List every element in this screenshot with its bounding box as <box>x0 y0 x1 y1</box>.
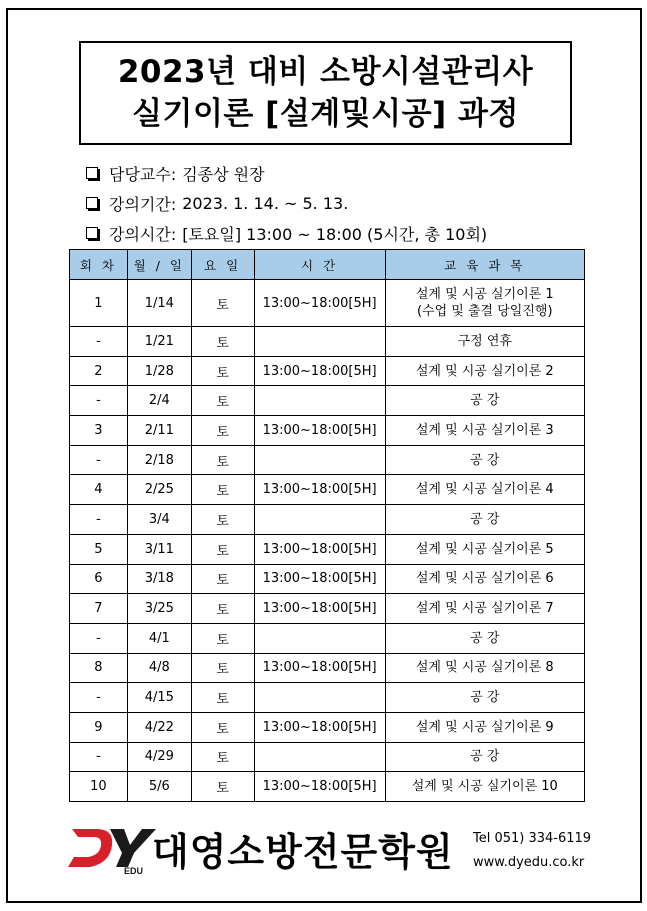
table-row <box>70 683 585 713</box>
cell-time: 13:00~18:00[5H] <box>254 475 385 505</box>
subject-text: 설계 및 시공 실기이론 6 <box>415 571 554 587</box>
cell-time: 13:00~18:00[5H] <box>254 772 385 802</box>
title-box <box>79 41 572 145</box>
title-line-2: 실기이론 [설계및시공] 과정 <box>132 96 519 132</box>
cell-subject <box>385 386 584 416</box>
cell-weekday: 토 <box>191 416 254 446</box>
cell-weekday: 토 <box>191 505 254 535</box>
checkbox-icon <box>86 227 98 239</box>
info-value: 2023. 1. 14. ~ 5. 13. <box>182 193 349 213</box>
info-period <box>86 188 487 218</box>
cell-subject <box>385 505 584 535</box>
table-row <box>70 742 585 772</box>
cell-subject <box>385 356 584 386</box>
cell-session: - <box>70 683 128 713</box>
table-row <box>70 327 585 357</box>
checkbox-icon <box>86 167 98 179</box>
cell-time <box>254 683 385 713</box>
cell-session: - <box>70 386 128 416</box>
cell-subject <box>385 712 584 742</box>
cell-date: 2/25 <box>127 475 191 505</box>
header-date: 월 / 일 <box>127 250 191 280</box>
cell-session: - <box>70 505 128 535</box>
cell-time <box>254 327 385 357</box>
contact-phone: Tel 051) 334-6119 <box>473 831 592 846</box>
cell-weekday: 토 <box>191 356 254 386</box>
cell-subject <box>385 445 584 475</box>
subject-text: 공 강 <box>470 690 500 706</box>
subject-text: 공 강 <box>470 630 500 646</box>
cell-weekday: 토 <box>191 475 254 505</box>
info-value: 김종상 원장 <box>182 164 265 184</box>
cell-session: - <box>70 742 128 772</box>
cell-weekday: 토 <box>191 327 254 357</box>
info-label: 강의기간: <box>109 194 177 214</box>
cell-weekday: 토 <box>191 386 254 416</box>
cell-session: - <box>70 445 128 475</box>
dy-logo <box>66 823 156 875</box>
cell-subject <box>385 564 584 594</box>
subject-note: (수업 및 출결 당일진행) <box>416 304 553 319</box>
subject-text: 공 강 <box>470 511 500 527</box>
cell-subject <box>385 475 584 505</box>
cell-date: 4/22 <box>127 712 191 742</box>
subject-text: 설계 및 시공 실기이론 9 <box>415 719 554 735</box>
cell-weekday: 토 <box>191 445 254 475</box>
table-row <box>70 416 585 446</box>
cell-date: 2/4 <box>127 386 191 416</box>
cell-subject <box>385 742 584 772</box>
table-row <box>70 772 585 802</box>
subject-text: 구정 연휴 <box>457 333 512 349</box>
cell-session: 8 <box>70 653 128 683</box>
cell-time: 13:00~18:00[5H] <box>254 712 385 742</box>
checkbox-icon <box>86 197 98 209</box>
cell-session: 4 <box>70 475 128 505</box>
cell-session: 3 <box>70 416 128 446</box>
cell-time: 13:00~18:00[5H] <box>254 534 385 564</box>
subject-text: 공 강 <box>470 749 500 765</box>
table-row <box>70 623 585 653</box>
cell-time <box>254 386 385 416</box>
cell-weekday: 토 <box>191 653 254 683</box>
cell-subject <box>385 653 584 683</box>
subject-text: 공 강 <box>470 452 500 468</box>
table-row <box>70 564 585 594</box>
cell-session: 5 <box>70 534 128 564</box>
subject-text: 설계 및 시공 실기이론 2 <box>415 363 554 379</box>
cell-session: - <box>70 623 128 653</box>
cell-session: - <box>70 327 128 357</box>
subject-text: 설계 및 시공 실기이론 10 <box>411 779 558 795</box>
cell-weekday: 토 <box>191 564 254 594</box>
cell-weekday: 토 <box>191 712 254 742</box>
cell-session: 7 <box>70 594 128 624</box>
cell-session: 6 <box>70 564 128 594</box>
table-row <box>70 280 585 327</box>
cell-time: 13:00~18:00[5H] <box>254 564 385 594</box>
cell-date: 2/18 <box>127 445 191 475</box>
cell-date: 4/8 <box>127 653 191 683</box>
cell-date: 3/18 <box>127 564 191 594</box>
cell-date: 3/4 <box>127 505 191 535</box>
cell-subject <box>385 772 584 802</box>
title-line-1: 2023년 대비 소방시설관리사 <box>117 54 534 90</box>
cell-date: 1/21 <box>127 327 191 357</box>
cell-time <box>254 742 385 772</box>
table-row <box>70 505 585 535</box>
table-row <box>70 356 585 386</box>
cell-date: 4/29 <box>127 742 191 772</box>
cell-subject <box>385 683 584 713</box>
cell-time: 13:00~18:00[5H] <box>254 416 385 446</box>
contact-website[interactable]: www.dyedu.co.kr <box>473 855 585 870</box>
table-row <box>70 653 585 683</box>
cell-weekday: 토 <box>191 742 254 772</box>
cell-time: 13:00~18:00[5H] <box>254 356 385 386</box>
academy-name: 대영소방전문학원 <box>152 830 454 874</box>
info-hours <box>86 218 487 248</box>
subject-text: 설계 및 시공 실기이론 3 <box>415 422 554 438</box>
subject-text: 설계 및 시공 실기이론 1 <box>415 287 554 302</box>
cell-subject <box>385 327 584 357</box>
header-session: 회 차 <box>70 250 128 280</box>
cell-subject <box>385 416 584 446</box>
schedule-table <box>69 249 585 802</box>
course-info-list <box>86 158 487 248</box>
cell-weekday: 토 <box>191 534 254 564</box>
logo-sub-text: EDU <box>124 866 144 875</box>
cell-date: 2/11 <box>127 416 191 446</box>
cell-subject <box>385 594 584 624</box>
table-row <box>70 475 585 505</box>
table-row <box>70 386 585 416</box>
cell-time <box>254 445 385 475</box>
cell-date: 1/14 <box>127 280 191 327</box>
cell-time: 13:00~18:00[5H] <box>254 280 385 327</box>
subject-text: 설계 및 시공 실기이론 5 <box>415 541 554 557</box>
cell-session: 10 <box>70 772 128 802</box>
contact-info <box>473 827 591 875</box>
subject-text: 설계 및 시공 실기이론 4 <box>415 482 554 498</box>
info-label: 강의시간: <box>109 224 177 244</box>
cell-weekday: 토 <box>191 280 254 327</box>
cell-date: 5/6 <box>127 772 191 802</box>
cell-session: 2 <box>70 356 128 386</box>
info-instructor <box>86 158 487 188</box>
cell-time <box>254 505 385 535</box>
cell-weekday: 토 <box>191 623 254 653</box>
table-row <box>70 594 585 624</box>
cell-subject <box>385 280 584 327</box>
info-value: [토요일] 13:00 ~ 18:00 (5시간, 총 10회) <box>182 224 488 244</box>
cell-weekday: 토 <box>191 594 254 624</box>
info-label: 담당교수: <box>109 164 177 184</box>
cell-weekday: 토 <box>191 683 254 713</box>
subject-text: 설계 및 시공 실기이론 8 <box>415 660 554 676</box>
table-row <box>70 445 585 475</box>
header-subject: 교 육 과 목 <box>385 250 584 280</box>
cell-subject <box>385 534 584 564</box>
header-time: 시 간 <box>254 250 385 280</box>
cell-date: 4/1 <box>127 623 191 653</box>
cell-date: 1/28 <box>127 356 191 386</box>
cell-time: 13:00~18:00[5H] <box>254 653 385 683</box>
cell-date: 3/11 <box>127 534 191 564</box>
cell-subject <box>385 623 584 653</box>
cell-weekday: 토 <box>191 772 254 802</box>
subject-text: 공 강 <box>470 393 500 409</box>
header-weekday: 요 일 <box>191 250 254 280</box>
cell-session: 9 <box>70 712 128 742</box>
table-header-row <box>70 250 585 280</box>
table-row <box>70 534 585 564</box>
cell-time <box>254 623 385 653</box>
cell-time: 13:00~18:00[5H] <box>254 594 385 624</box>
schedule-body <box>70 280 585 802</box>
table-row <box>70 712 585 742</box>
subject-text: 설계 및 시공 실기이론 7 <box>415 601 554 617</box>
cell-session: 1 <box>70 280 128 327</box>
cell-date: 4/15 <box>127 683 191 713</box>
cell-date: 3/25 <box>127 594 191 624</box>
